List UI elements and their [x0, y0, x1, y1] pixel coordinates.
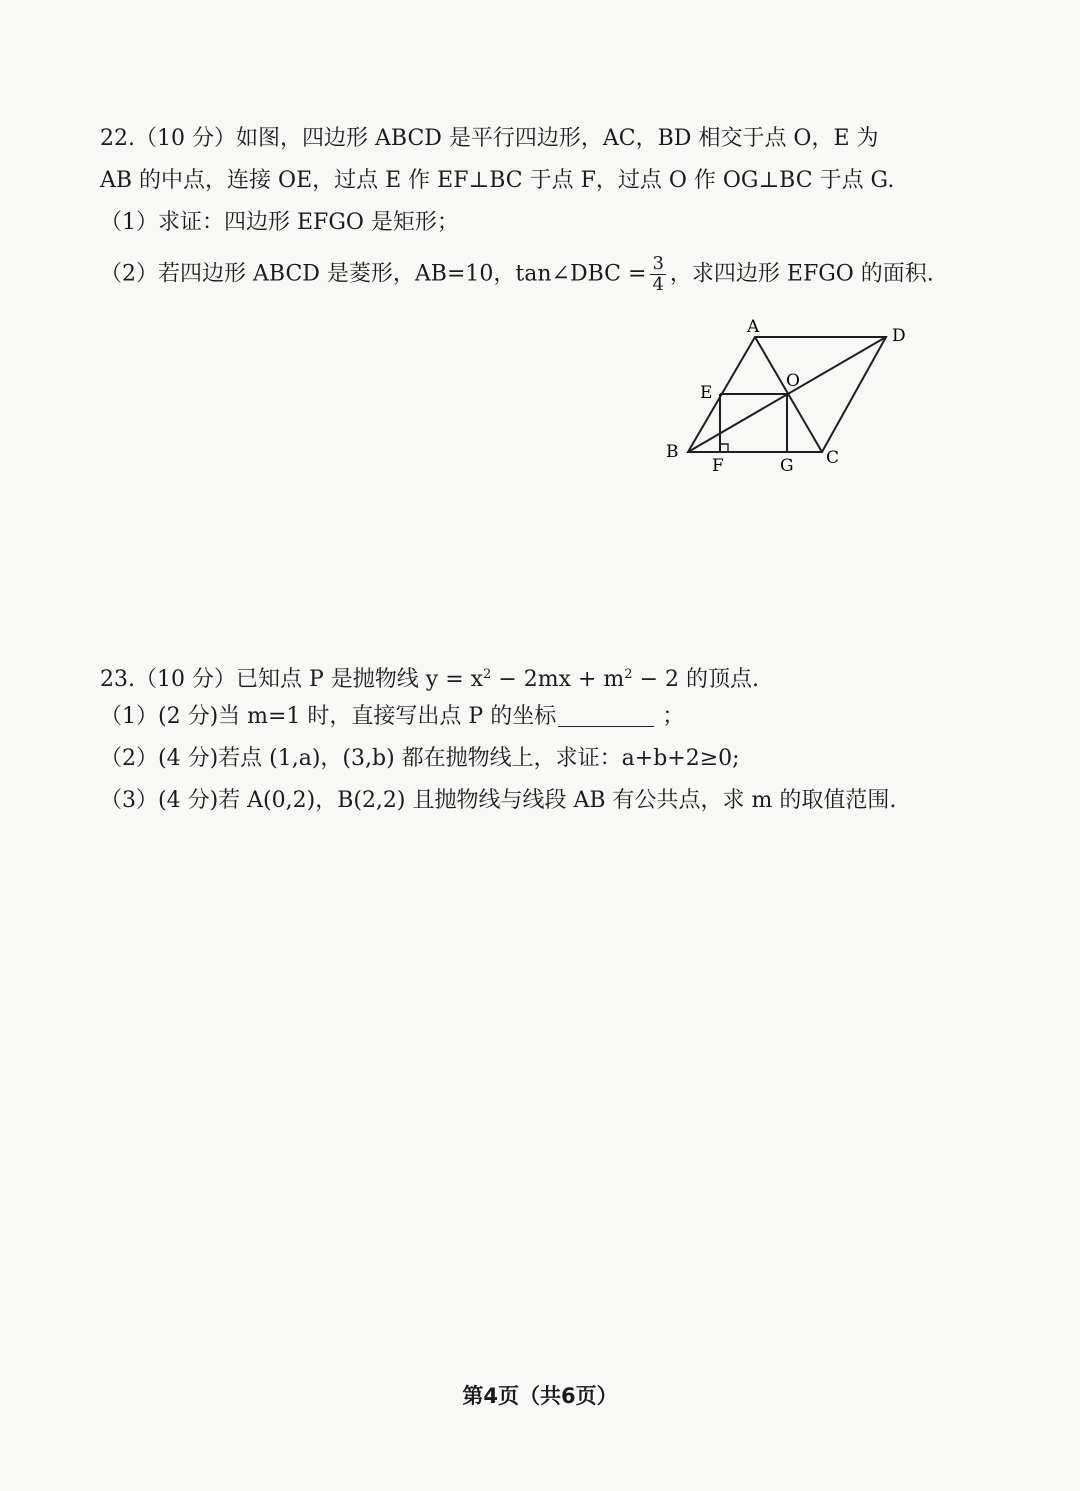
q23-number: 23.: [100, 667, 135, 692]
label-d: D: [892, 326, 906, 346]
q23-exp-2: 2: [624, 667, 633, 682]
q23-part-1-prefix: （1）(2 分)当 m=1 时，直接写出点 P 的坐标: [100, 704, 557, 729]
q22-part-1-text: （1）求证：四边形 EFGO 是矩形；: [100, 210, 459, 235]
q22-number: 22.: [100, 126, 135, 151]
q23-stem-suffix: − 2 的顶点.: [632, 667, 759, 692]
q22-points: （10 分）: [135, 126, 236, 151]
q23-part-3-text: （3）(4 分)若 A(0,2)，B(2,2) 且抛物线与线段 AB 有公共点，求 m 的取值范围.: [100, 788, 897, 813]
q22-stem-line-2: [100, 166, 894, 196]
answer-blank[interactable]: [558, 704, 654, 727]
parallelogram-figure: [660, 315, 920, 475]
q23-part-1: [100, 702, 684, 732]
q22-stem-2: AB 的中点，连接 OE，过点 E 作 EF⊥BC 于点 F，过点 O 作 OG⊥BC 于点 G.: [100, 168, 895, 193]
tan-fraction: [650, 254, 665, 295]
q22-part-2: [100, 254, 934, 295]
q22-stem-line-1: [100, 124, 879, 154]
label-f: F: [712, 456, 724, 475]
q23-stem: [100, 660, 759, 695]
q22-part-2-prefix: （2）若四边形 ABCD 是菱形，AB=10，tan∠DBC =: [100, 261, 647, 287]
q23-stem-prefix: 已知点 P 是抛物线 y = x: [236, 667, 484, 692]
label-o: O: [786, 371, 800, 391]
q23-part-2-text: （2）(4 分)若点 (1,a)，(3,b) 都在抛物线上，求证：a+b+2≥0;: [100, 746, 740, 771]
q22-part-1: [100, 208, 459, 238]
tan-denominator: 4: [652, 274, 664, 295]
q23-points: （10 分）: [135, 667, 236, 692]
q23-exp-1: 2: [483, 667, 492, 682]
right-angle-mark-f: [720, 444, 728, 452]
tan-numerator: 3: [652, 253, 664, 274]
q23-part-1-suffix: ；: [662, 704, 685, 729]
q22-part-2-suffix: ，求四边形 EFGO 的面积.: [669, 261, 934, 287]
label-b: B: [666, 442, 679, 462]
q23-stem-mid: − 2mx + m: [491, 667, 625, 692]
label-e: E: [700, 383, 713, 403]
label-c: C: [826, 448, 840, 468]
q22-stem-1: 如图，四边形 ABCD 是平行四边形，AC，BD 相交于点 O，E 为: [236, 126, 879, 151]
page-footer: 第4页（共6页）: [462, 1384, 618, 1408]
label-a: A: [747, 317, 760, 337]
q23-part-2: [100, 744, 740, 774]
label-g: G: [780, 456, 794, 475]
q23-part-3: [100, 786, 896, 816]
